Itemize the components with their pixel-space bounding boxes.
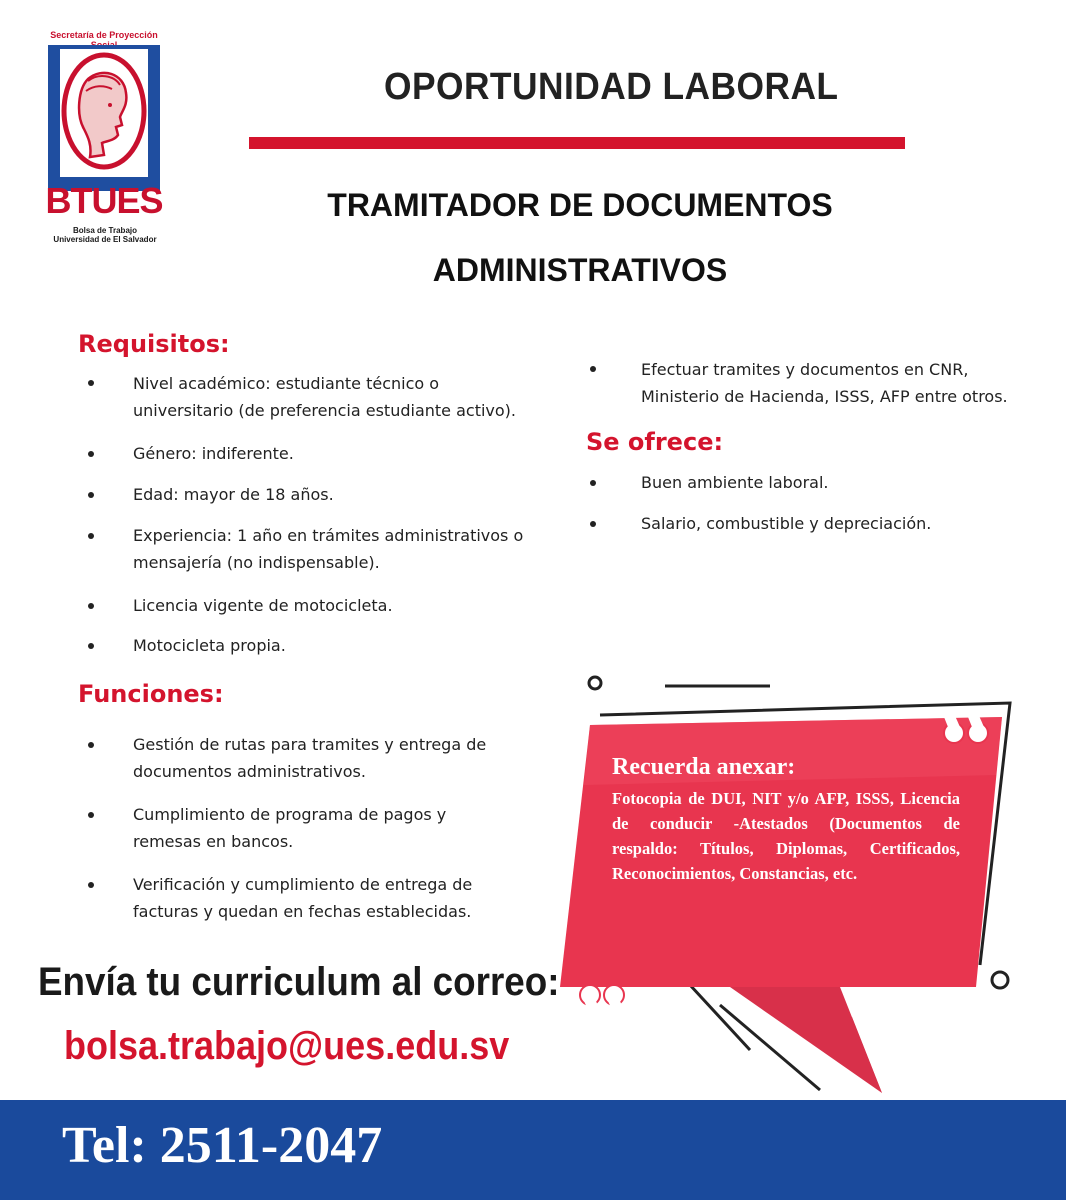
ofrece-item: Salario, combustible y depreciación.	[641, 514, 932, 533]
logo-top-text: Secretaría de Proyección	[50, 30, 158, 40]
card-title: Recuerda anexar:	[612, 754, 796, 780]
requisito-item: Motocicleta propia.	[133, 636, 286, 655]
requisito-item: Edad: mayor de 18 años.	[133, 485, 334, 504]
bullet-icon	[88, 643, 94, 649]
funciones-heading: Funciones:	[78, 680, 224, 708]
logo-emblem-icon	[48, 45, 160, 191]
logo-sub1: Bolsa de Trabajo	[72, 226, 138, 235]
bullet-icon	[88, 742, 94, 748]
bullet-icon	[88, 492, 94, 498]
phone-number: Tel: 2511-2047	[62, 1117, 383, 1174]
bullet-icon	[590, 521, 596, 527]
bullet-icon	[88, 533, 94, 539]
cta-text: Envía tu curriculum al correo:	[38, 960, 560, 1004]
logo-brand: BTUES	[45, 180, 163, 221]
logo-sub2: Universidad de El Salvador	[53, 235, 157, 244]
bullet-icon	[88, 451, 94, 457]
btues-logo	[40, 30, 170, 244]
bullet-icon	[88, 882, 94, 888]
requisito-item: Nivel académico: estudiante técnico o universitario (de preferencia estudiante activo).	[133, 374, 516, 420]
email-link[interactable]: bolsa.trabajo@ues.edu.sv	[64, 1024, 510, 1068]
bullet-icon	[590, 480, 596, 486]
bullet-icon	[88, 812, 94, 818]
card-body: Fotocopia de DUI, NIT y/o AFP, ISSS, Licencia de conducir -Atestados (Documentos de respaldo: Títulos, Diplomas, Certificados, Reconocimientos, Constancias, etc.	[612, 789, 960, 883]
job-title-line2: ADMINISTRATIVOS	[432, 252, 728, 288]
bullet-icon	[88, 380, 94, 386]
requisito-item: Licencia vigente de motocicleta.	[133, 596, 393, 615]
funcion-item: Verificación y cumplimiento de entrega de facturas y quedan en fechas establecidas.	[133, 875, 473, 921]
ofrece-heading: Se ofrece:	[586, 428, 724, 456]
funcion-item: Cumplimiento de programa de pagos y remesas en bancos.	[133, 805, 447, 851]
requisito-item: Género: indiferente.	[133, 444, 294, 463]
job-title-line1: TRAMITADOR DE DOCUMENTOS	[327, 187, 833, 223]
requisitos-heading: Requisitos:	[78, 330, 230, 358]
funcion-item: Gestión de rutas para tramites y entrega de documentos administrativos.	[133, 735, 487, 781]
bullet-icon	[88, 603, 94, 609]
page-title: OPORTUNIDAD LABORAL	[384, 66, 839, 108]
ofrece-item: Buen ambiente laboral.	[641, 473, 829, 492]
funcion-item: Efectuar tramites y documentos en CNR, Ministerio de Hacienda, ISSS, AFP entre otros.	[641, 360, 1008, 406]
requisito-item: Experiencia: 1 año en trámites administrativos o mensajería (no indispensable).	[133, 526, 524, 572]
bullet-icon	[590, 366, 596, 372]
title-divider	[249, 137, 905, 149]
